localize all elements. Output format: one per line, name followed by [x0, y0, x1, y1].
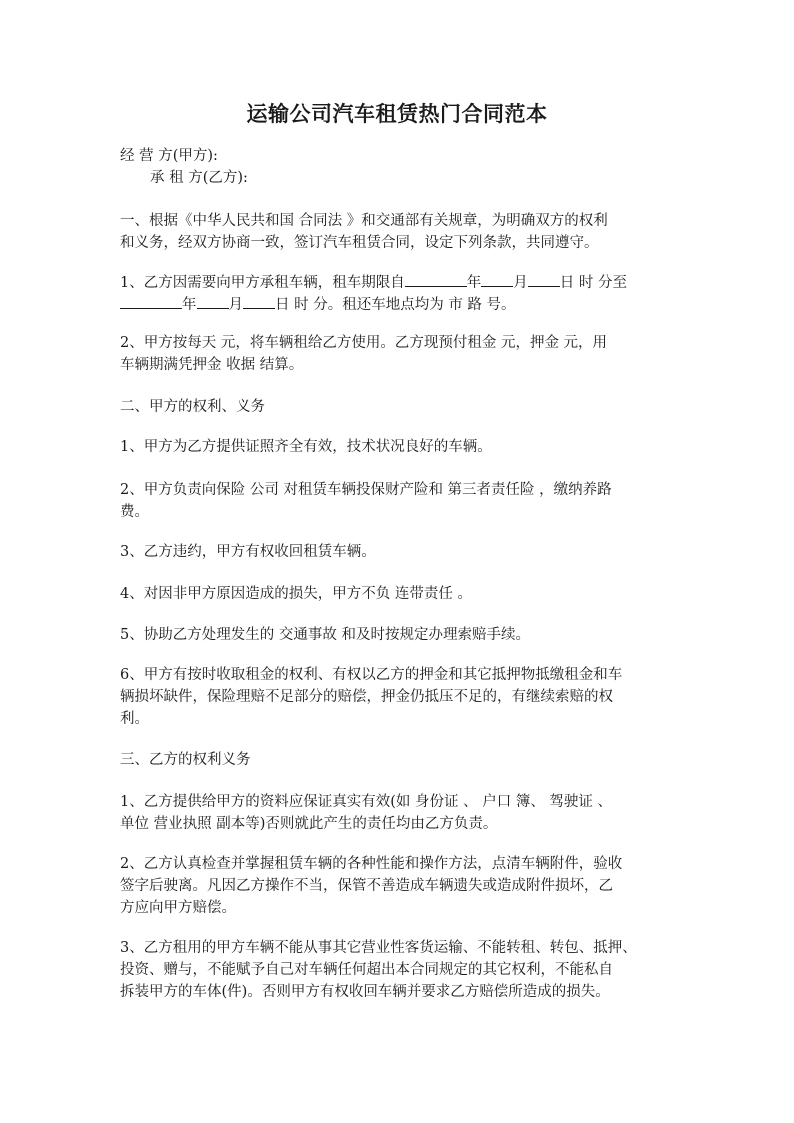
- clause1-text: 1、乙方因需要向甲方承租车辆，租车期限自: [120, 275, 405, 291]
- section2-item-4: 4、对因非甲方原因造成的损失，甲方不负 连带责任 。: [120, 586, 472, 602]
- year-label: 年: [182, 297, 197, 313]
- clause2-line-2: 车辆期满凭押金 收据 结算。: [120, 357, 304, 373]
- start-day-blank: [528, 272, 560, 287]
- section3-item-2-line-1: 2、乙方认真检查并掌握租赁车辆的各种性能和操作方法，点清车辆附件，验收: [120, 856, 623, 872]
- section2-item-6-line-1: 6、甲方有按时收取租金的权利、有权以乙方的押金和其它抵押物抵缴租金和车: [120, 667, 623, 683]
- clause2-line-1: 2、甲方按每天 元，将车辆租给乙方使用。乙方现预付租金 元，押金 元，用: [120, 335, 608, 351]
- section3-item-1-line-2: 单位 营业执照 副本等)否则就此产生的责任均由乙方负责。: [120, 816, 498, 832]
- section3-item-2-line-3: 方应向甲方赔偿。: [120, 900, 236, 916]
- day-time-location-text: 日 时 分。租还车地点均为 市 路 号。: [275, 297, 516, 313]
- end-year-blank: [120, 294, 182, 309]
- section3-item-3-line-2: 投资、赠与，不能赋予自己对车辆任何超出本合同规定的其它权利，不能私自: [120, 962, 613, 978]
- section3-item-3-line-1: 3、乙方租用的甲方车辆不能从事其它营业性客货运输、不能转租、转包、抵押、: [120, 940, 637, 956]
- end-month-blank: [197, 294, 229, 309]
- section3-heading: 三、乙方的权利义务: [120, 752, 251, 768]
- section2-item-5: 5、协助乙方处理发生的 交通事故 和及时按规定办理索赔手续。: [120, 627, 530, 643]
- start-month-blank: [481, 272, 513, 287]
- section2-item-6-line-3: 利。: [120, 711, 149, 727]
- clause1-line-1: [120, 272, 627, 293]
- section2-item-2-line-2: 费。: [120, 504, 149, 520]
- section2-item-3: 3、乙方违约，甲方有权收回租赁车辆。: [120, 544, 376, 560]
- section2-item-1: 1、甲方为乙方提供证照齐全有效，技术状况良好的车辆。: [120, 439, 492, 455]
- party-b-label: 承 租 方(乙方):: [150, 170, 248, 186]
- intro-line-1: 一、根据《中华人民共和国 合同法 》和交通部有关规章，为明确双方的权利: [120, 213, 608, 229]
- section3-item-1-line-1: 1、乙方提供给甲方的资料应保证真实有效(如 身份证 、 户口 簿、 驾驶证 、: [120, 794, 613, 810]
- clause1-line-2: [120, 294, 516, 315]
- year-label: 年: [466, 275, 482, 291]
- document-title: 运输公司汽车租赁热门合同范本: [246, 101, 548, 126]
- section2-heading: 二、甲方的权利、义务: [120, 399, 265, 415]
- end-day-blank: [243, 294, 275, 309]
- month-label: 月: [513, 275, 528, 291]
- section3-item-2-line-2: 签字后驶离。凡因乙方操作不当，保管不善造成车辆遗失或造成附件损坏，乙: [120, 878, 613, 894]
- month-label: 月: [228, 297, 243, 313]
- intro-line-2: 和义务，经双方协商一致，签订汽车租赁合同，设定下列条款，共同遵守。: [120, 235, 599, 251]
- party-a-label: 经 营 方(甲方):: [120, 148, 218, 164]
- section2-item-2-line-1: 2、甲方负责向保险 公司 对租赁车辆投保财产险和 第三者责任险 ，缴纳养路: [120, 482, 612, 498]
- start-year-blank: [405, 272, 467, 287]
- section2-item-6-line-2: 辆损坏缺件，保险理赔不足部分的赔偿，押金仍抵压不足的，有继续索赔的权: [120, 689, 613, 705]
- day-time-text: 日 时 分至: [559, 275, 627, 291]
- section3-item-3-line-3: 拆装甲方的车体(件)。否则甲方有权收回车辆并要求乙方赔偿所造成的损失。: [120, 984, 610, 1000]
